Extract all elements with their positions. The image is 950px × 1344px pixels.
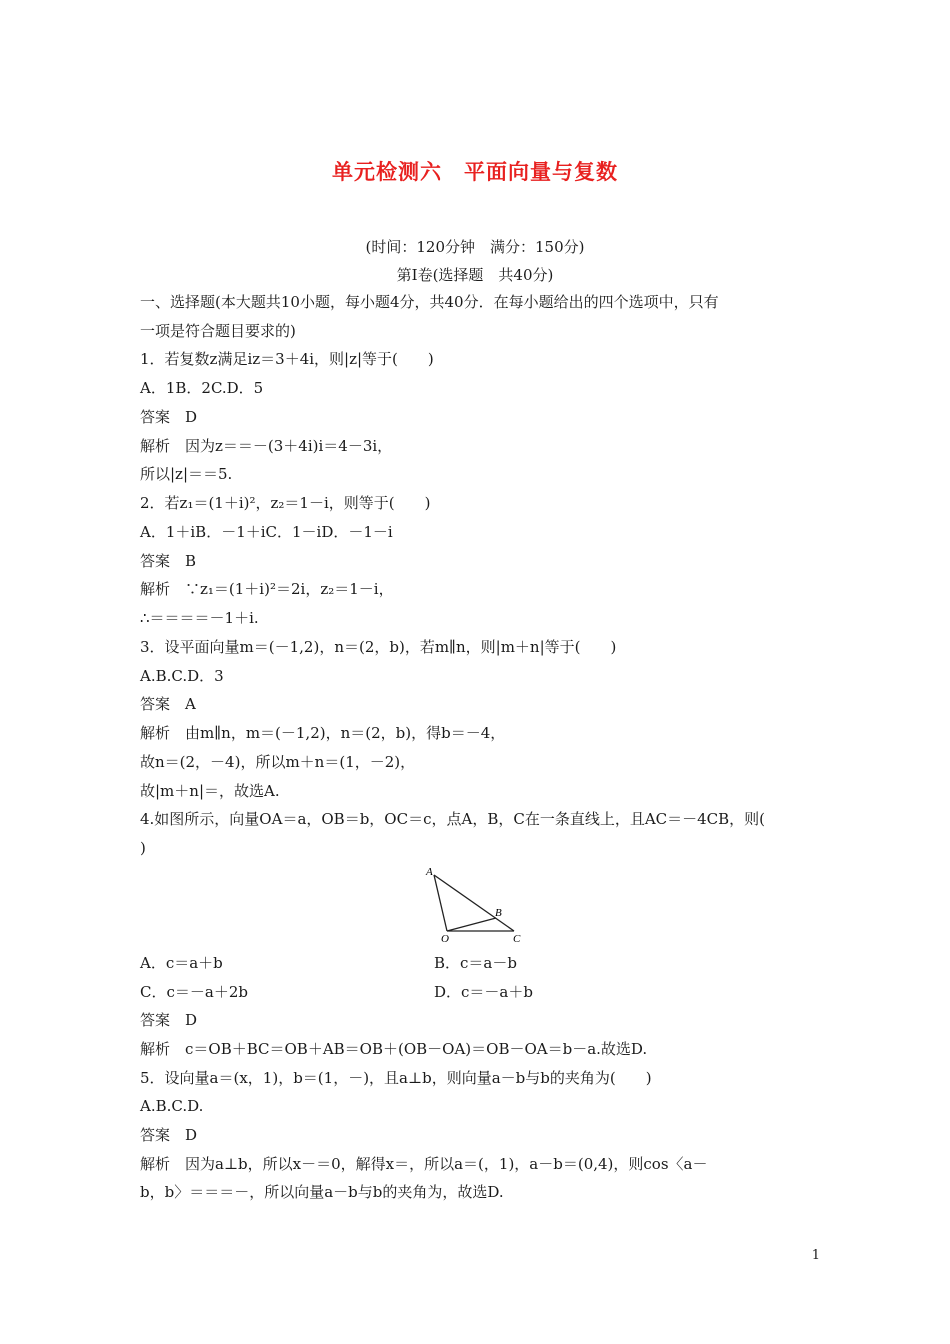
- question-2-analysis-cont: ∴＝＝＝＝－1＋i.: [140, 609, 259, 627]
- label-o: O: [441, 933, 449, 945]
- question-1-analysis-cont: 所以|z|＝＝5.: [140, 465, 233, 483]
- triangle-diagram: [420, 862, 530, 947]
- section-heading-line-1: 一、选择题(本大题共10小题，每小题4分，共40分．在每小题给出的四个选项中，只有: [140, 293, 719, 311]
- q4-choice-c: C．c＝－a＋2b: [140, 983, 248, 1001]
- question-2: 2．若z₁＝(1＋i)²，z₂＝1－i，则等于( ): [140, 494, 431, 512]
- triangle-figure: [420, 862, 530, 947]
- volume-title: 第Ⅰ卷(选择题 共40分): [396, 266, 554, 284]
- q4-choice-d: D．c＝－a＋b: [434, 983, 533, 1001]
- label-a: A: [426, 866, 433, 878]
- section-heading-line-2: 一项是符合题目要求的): [140, 322, 296, 340]
- question-4-analysis: 解析 c＝OB＋BC＝OB＋AB＝OB＋(OB－OA)＝OB－OA＝b－a.故选D.: [140, 1040, 648, 1058]
- page-number: 1: [811, 1248, 820, 1263]
- question-4-cont: ): [140, 839, 146, 857]
- question-5-analysis-cont: b，b〉＝＝＝－，所以向量a－b与b的夹角为，故选D.: [140, 1183, 504, 1201]
- page-title: 单元检测六 平面向量与复数: [332, 159, 618, 184]
- segment-ob: [447, 918, 496, 931]
- segment-ac: [434, 875, 514, 931]
- question-4-answer: 答案 D: [140, 1011, 198, 1029]
- question-3: 3．设平面向量m＝(－1,2)，n＝(2，b)，若m∥n，则|m＋n|等于( ): [140, 638, 617, 656]
- label-c: C: [513, 933, 521, 945]
- exam-info: (时间：120分钟 满分：150分): [365, 238, 585, 256]
- question-2-analysis: 解析 ∵z₁＝(1＋i)²＝2i，z₂＝1－i，: [140, 580, 394, 598]
- q4-choice-b: B．c＝a－b: [434, 954, 517, 972]
- question-1-options: A．1B．2C.D．5: [140, 379, 264, 397]
- question-2-answer: 答案 B: [140, 552, 197, 570]
- question-4: 4.如图所示，向量OA＝a，OB＝b，OC＝c，点A，B，C在一条直线上，且AC＝－4CB，则(: [140, 810, 766, 828]
- question-1: 1．若复数z满足iz＝3＋4i，则|z|等于( ): [140, 350, 434, 368]
- question-1-analysis: 解析 因为z＝＝－(3＋4i)i＝4－3i，: [140, 437, 393, 455]
- question-5: 5．设向量a＝(x，1)，b＝(1，－)，且a⊥b，则向量a－b与b的夹角为( ): [140, 1069, 652, 1087]
- question-5-answer: 答案 D: [140, 1126, 198, 1144]
- q4-choice-a: A．c＝a＋b: [140, 954, 223, 972]
- question-1-answer: 答案 D: [140, 408, 198, 426]
- question-3-options: A.B.C.D．3: [140, 667, 224, 685]
- question-5-analysis: 解析 因为a⊥b，所以x－＝0，解得x＝，所以a＝(，1)，a－b＝(0,4)，则cos〈a－: [140, 1155, 708, 1173]
- question-3-analysis-cont-2: 故|m＋n|＝，故选A.: [140, 782, 280, 800]
- question-3-answer: 答案 A: [140, 695, 196, 713]
- question-3-analysis-cont-1: 故n＝(2，－4)，所以m＋n＝(1，－2)，: [140, 753, 416, 771]
- question-2-options: A．1＋iB．－1＋iC．1－iD．－1－i: [140, 523, 393, 541]
- label-b: B: [495, 907, 502, 919]
- question-5-options: A.B.C.D.: [140, 1097, 204, 1115]
- question-3-analysis: 解析 由m∥n，m＝(－1,2)，n＝(2，b)，得b＝－4，: [140, 724, 506, 742]
